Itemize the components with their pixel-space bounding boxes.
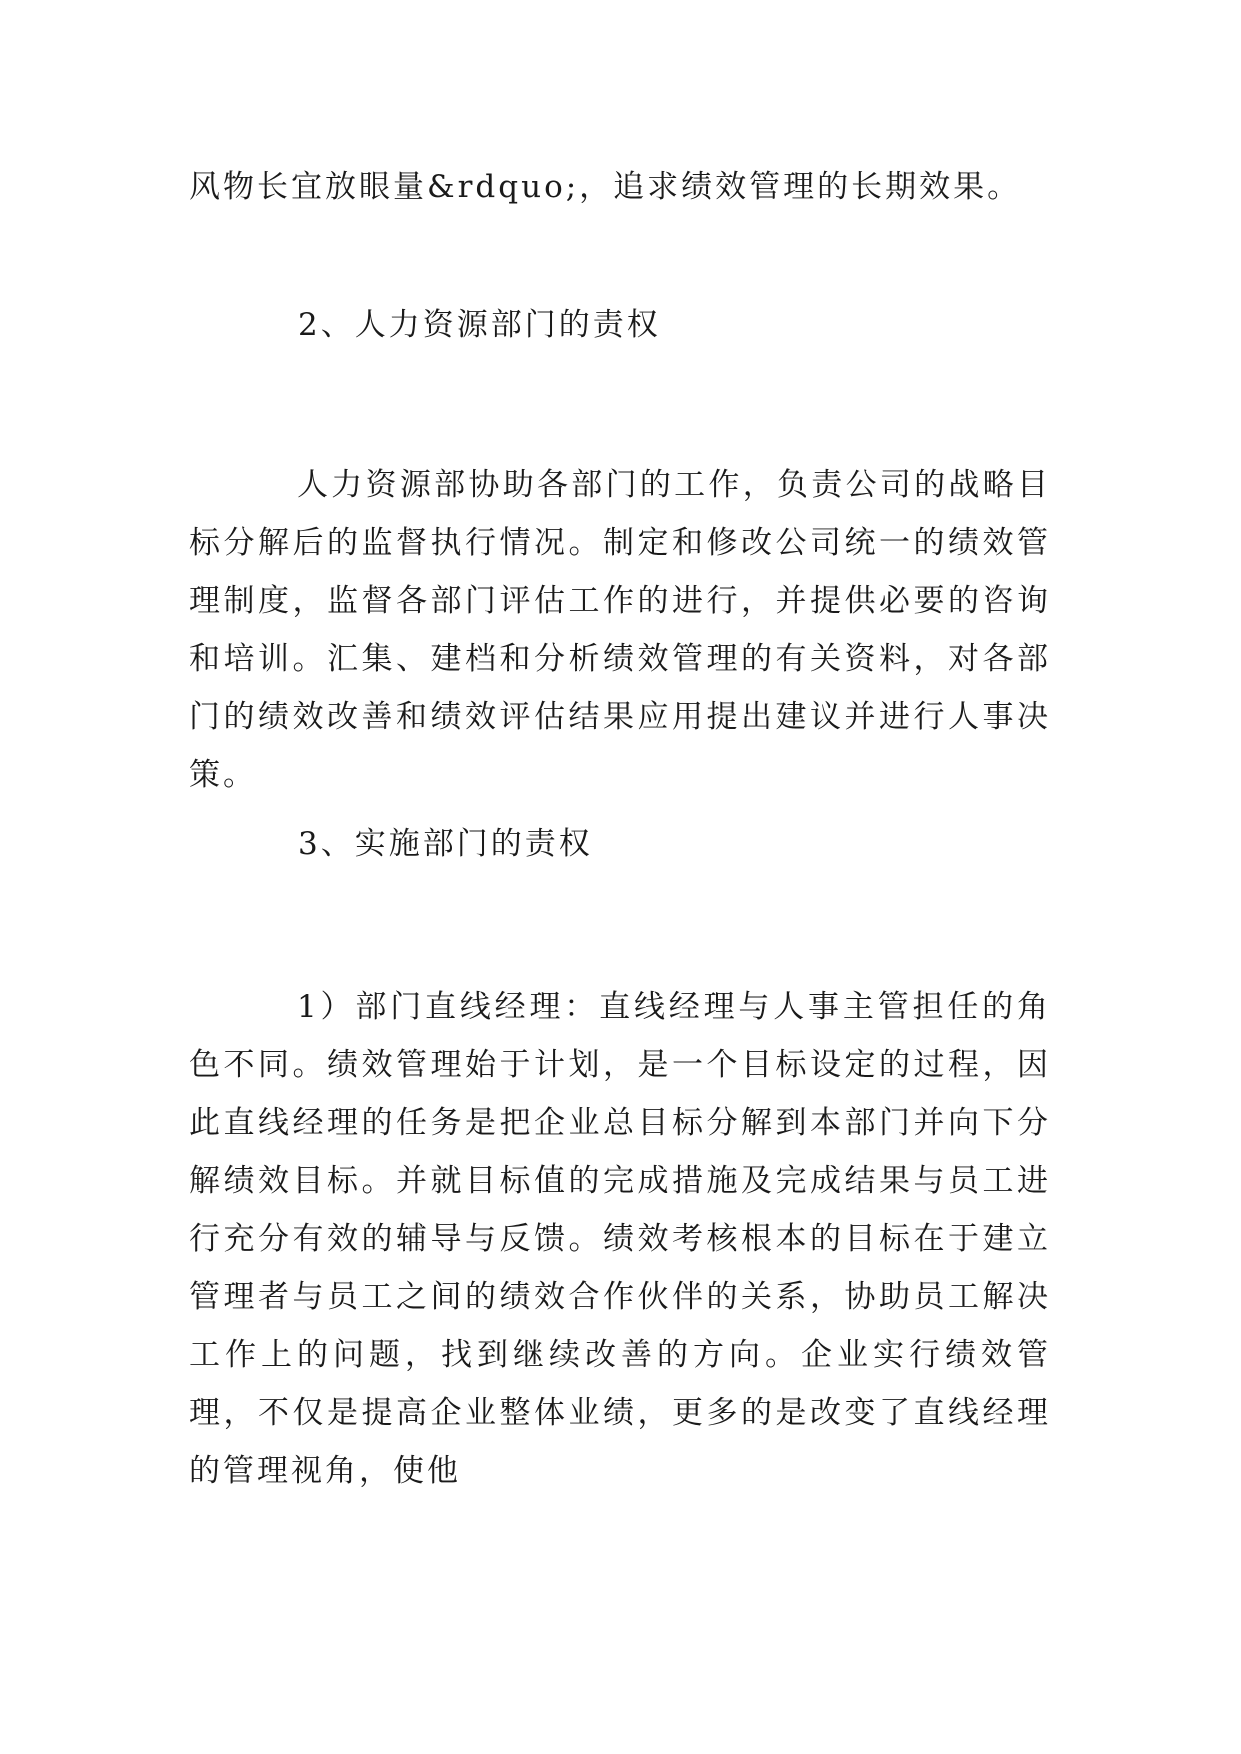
intro-line: 风物长宜放眼量&rdquo;，追求绩效管理的长期效果。 — [189, 169, 1022, 205]
section-2-paragraph: 人力资源部协助各部门的工作，负责公司的战略目标分解后的监督执行情况。制定和修改公司统一的绩效管理制度，监督各部门评估工作的进行，并提供必要的咨询和培训。汇集、建档和分析绩效管理的有关资料，对各部门的绩效改善和绩效评估结果应用提出建议并进行人事决策。 — [189, 467, 1051, 793]
section-3-heading: 3、实施部门的责权 — [298, 826, 593, 862]
section-2-heading: 2、人力资源部门的责权 — [298, 307, 661, 343]
section-3-paragraph: 1）部门直线经理：直线经理与人事主管担任的角色不同。绩效管理始于计划，是一个目标设定的过程，因此直线经理的任务是把企业总目标分解到本部门并向下分解绩效目标。并就目标值的完成措施及完成结果与员工进行充分有效的辅导与反馈。绩效考核根本的目标在于建立管理者与员工之间的绩效合作伙伴的关系，协助员工解决工作上的问题，找到继续改善的方向。企业实行绩效管理，不仅是提高企业整体业绩，更多的是改变了直线经理的管理视角，使他 — [189, 989, 1051, 1489]
